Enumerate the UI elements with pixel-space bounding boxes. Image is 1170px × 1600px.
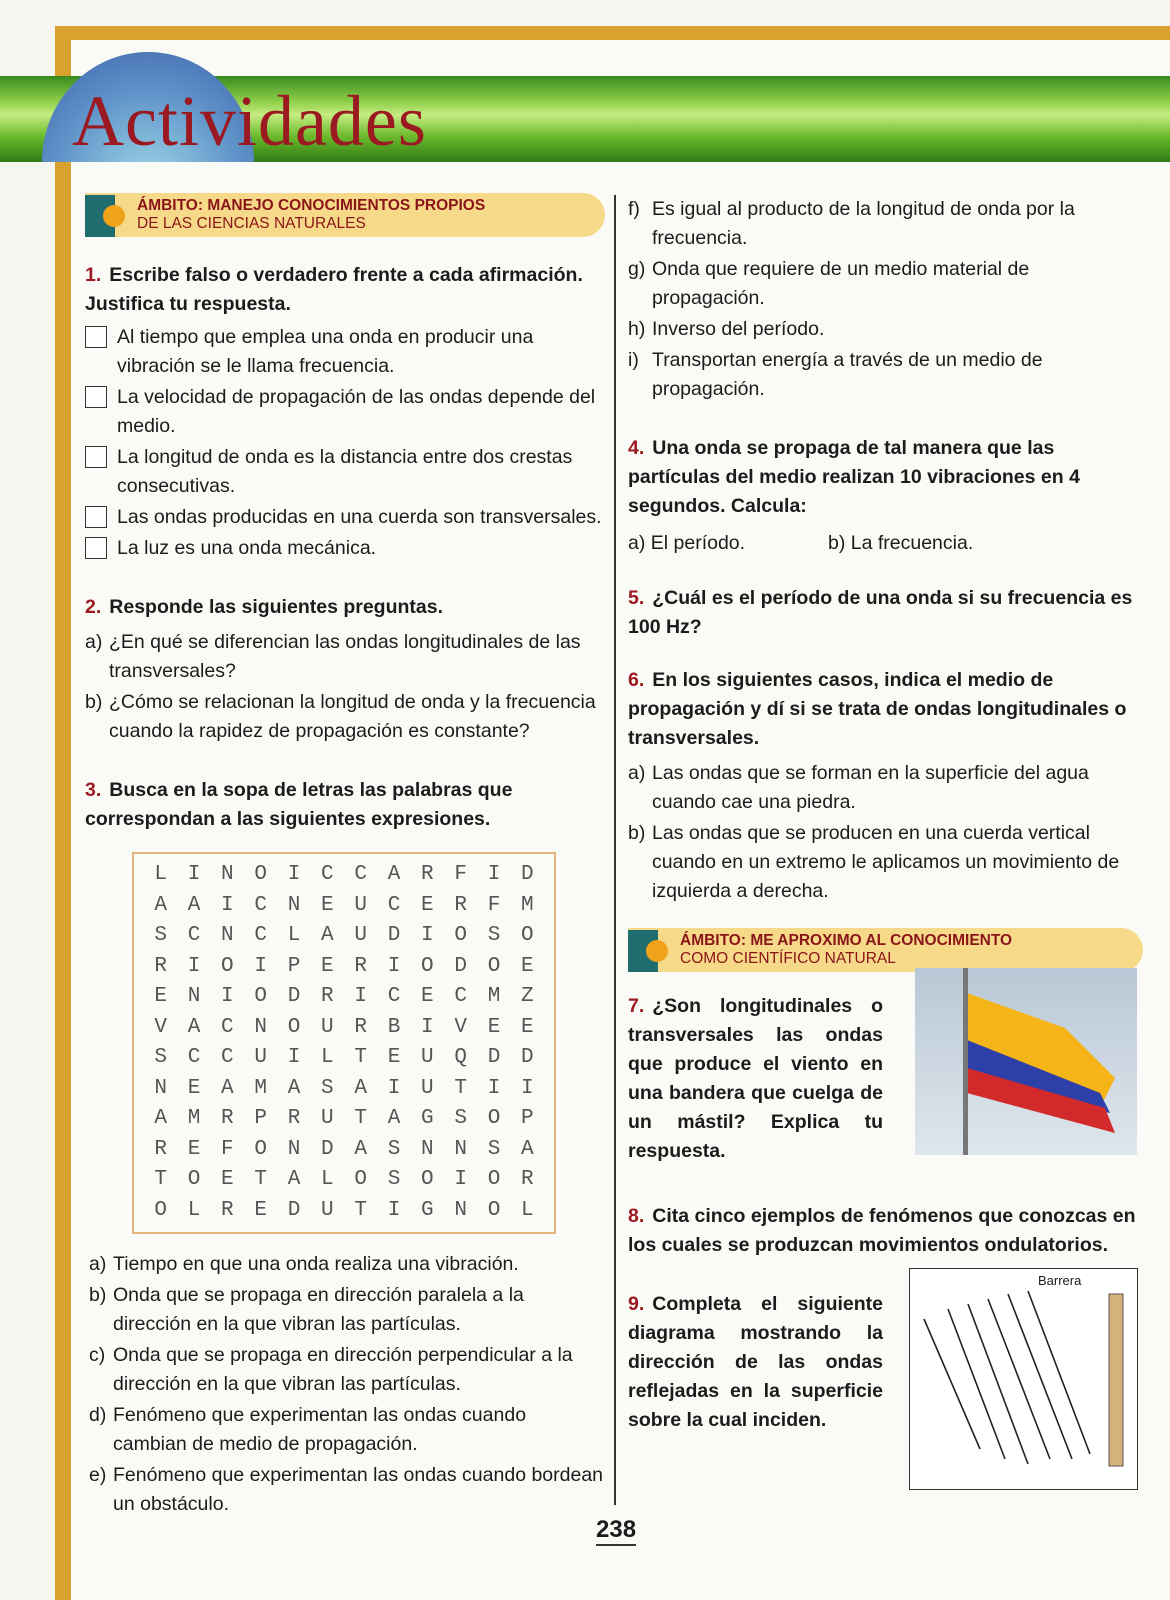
grid-letter: I	[421, 924, 434, 947]
grid-letter: C	[221, 1046, 234, 1069]
grid-letter: T	[354, 1107, 367, 1130]
grid-letter: I	[454, 1168, 467, 1191]
grid-letter: D	[521, 1046, 534, 1069]
grid-letter: D	[321, 1137, 334, 1161]
grid-letter: P	[287, 954, 301, 978]
checkbox[interactable]	[85, 446, 107, 468]
grid-letter: E	[487, 1015, 501, 1039]
grid-letter: T	[254, 1168, 267, 1191]
page-frame-top	[55, 26, 1170, 40]
ambito-banner-2	[628, 928, 1143, 972]
expression-item: f) Es igual al producto de la longitud de onda por la frecuencia.	[628, 198, 1075, 249]
true-false-item: Al tiempo que emplea una onda en producir una vibración se le llama frecuencia.	[85, 323, 605, 381]
grid-letter: R	[421, 863, 434, 886]
question-4: 4. Una onda se propaga de tal manera que las partículas del medio realizan 10 vibraciones en 4 segundos. Calcula:	[628, 437, 1080, 517]
grid-letter: Z	[521, 985, 534, 1008]
grid-letter: U	[354, 893, 367, 917]
expression-item: d) Fenómeno que experimentan las ondas cuando cambian de medio de propagación.	[89, 1404, 527, 1455]
grid-letter: T	[154, 1168, 167, 1191]
grid-letter: S	[387, 1168, 401, 1191]
grid-letter: O	[254, 1137, 267, 1161]
grid-letter: I	[387, 1198, 401, 1222]
grid-letter: A	[287, 1168, 301, 1191]
grid-letter: N	[421, 1137, 434, 1161]
grid-letter: E	[421, 985, 434, 1008]
grid-letter: I	[387, 954, 401, 978]
grid-letter: N	[287, 1137, 301, 1161]
grid-letter: I	[287, 863, 301, 886]
checkbox[interactable]	[85, 506, 107, 528]
grid-letter: Q	[454, 1046, 467, 1069]
checkbox[interactable]	[85, 386, 107, 408]
grid-letter: G	[421, 1107, 434, 1130]
expression-item: h) Inverso del período.	[628, 318, 825, 340]
grid-letter: C	[187, 1046, 201, 1069]
grid-letter: S	[154, 924, 167, 947]
grid-letter: V	[454, 1015, 467, 1039]
grid-letter: O	[221, 954, 234, 978]
grid-letter: T	[454, 1076, 467, 1100]
grid-letter: E	[187, 1076, 201, 1100]
page-title: Actividades	[72, 81, 427, 161]
grid-letter: U	[421, 1076, 434, 1100]
grid-letter: O	[487, 954, 501, 978]
grid-letter: R	[154, 1137, 167, 1161]
grid-letter: I	[187, 863, 201, 886]
grid-letter: A	[387, 863, 401, 886]
true-false-item: La luz es una onda mecánica.	[85, 534, 605, 563]
grid-letter: C	[354, 863, 367, 886]
grid-letter: O	[254, 985, 267, 1008]
barrier-label: Barrera	[1038, 1273, 1082, 1288]
grid-letter: C	[387, 985, 401, 1008]
grid-letter: N	[187, 985, 201, 1008]
grid-letter: R	[454, 893, 467, 917]
question-2-item: a) ¿En qué se diferencian las ondas longitudinales de las transversales?	[85, 631, 581, 682]
grid-letter: T	[354, 1046, 367, 1069]
grid-letter: L	[154, 863, 167, 886]
question-6-item: a) Las ondas que se forman en la superficie del agua cuando cae una piedra.	[628, 762, 1089, 813]
grid-letter: D	[521, 863, 534, 886]
reflection-diagram	[909, 1268, 1138, 1490]
ambito-title: ÁMBITO: ME APROXIMO AL CONOCIMIENTO	[680, 932, 1013, 949]
grid-letter: R	[321, 985, 334, 1008]
q4-a: a) El período.	[628, 532, 746, 554]
question-6-item: b) Las ondas que se producen en una cuerda vertical cuando en un extremo le aplicamos un movimiento de izquierda a derecha.	[628, 822, 1120, 902]
grid-letter: U	[321, 1107, 334, 1130]
grid-letter: D	[387, 924, 401, 947]
grid-letter: R	[154, 954, 167, 978]
question-3: 3. Busca en la sopa de letras las palabras que correspondan a las siguientes expresiones.	[85, 779, 513, 830]
expression-item: e) Fenómeno que experimentan las ondas cuando bordean un obstáculo.	[89, 1464, 604, 1515]
grid-letter: C	[454, 985, 467, 1008]
checkbox[interactable]	[85, 537, 107, 559]
grid-letter: A	[221, 1076, 234, 1100]
ambito-banner-1	[85, 193, 605, 237]
grid-letter: I	[254, 954, 267, 978]
grid-letter: R	[521, 1168, 534, 1191]
grid-letter: N	[221, 924, 234, 947]
grid-letter: I	[354, 985, 367, 1008]
grid-letter: E	[221, 1168, 234, 1191]
grid-letter: E	[387, 1046, 401, 1069]
grid-letter: G	[421, 1198, 434, 1222]
grid-letter: E	[321, 893, 334, 917]
grid-letter: I	[387, 1076, 401, 1100]
grid-letter: C	[254, 893, 267, 917]
grid-letter: I	[221, 985, 234, 1008]
grid-letter: D	[287, 1198, 301, 1222]
grid-letter: O	[254, 863, 267, 886]
grid-letter: O	[521, 924, 534, 947]
expression-item: b) Onda que se propaga en dirección paralela a la dirección en la que vibran las partículas.	[89, 1284, 524, 1335]
grid-letter: C	[187, 924, 201, 947]
grid-letter: R	[221, 1107, 234, 1130]
word-search-grid	[132, 852, 556, 1234]
left-column	[85, 193, 605, 1519]
true-false-item: La longitud de onda es la distancia entre dos crestas consecutivas.	[85, 443, 605, 501]
expression-item: a) Tiempo en que una onda realiza una vibración.	[89, 1253, 519, 1275]
grid-letter: M	[487, 985, 501, 1008]
grid-letter: O	[487, 1107, 501, 1130]
checkbox[interactable]	[85, 326, 107, 348]
grid-letter: M	[254, 1076, 267, 1100]
grid-letter: A	[321, 924, 334, 947]
grid-letter: O	[421, 1168, 434, 1191]
grid-letter: E	[421, 893, 434, 917]
grid-letter: A	[354, 1076, 367, 1100]
question-2-item: b) ¿Cómo se relacionan la longitud de onda y la frecuencia cuando la rapidez de propagación es constante?	[85, 691, 596, 742]
grid-letter: I	[287, 1046, 301, 1069]
grid-letter: N	[454, 1198, 467, 1222]
question-6: 6. En los siguientes casos, indica el medio de propagación y dí si se trata de ondas longitudinales o transversales.	[628, 669, 1127, 749]
grid-letter: C	[321, 863, 334, 886]
grid-letter: A	[187, 893, 201, 917]
grid-letter: S	[487, 924, 501, 947]
grid-letter: F	[221, 1137, 234, 1161]
grid-letter: N	[154, 1076, 167, 1100]
true-false-item: Las ondas producidas en una cuerda son transversales.	[85, 503, 605, 532]
grid-letter: R	[354, 1015, 367, 1039]
grid-letter: I	[187, 954, 201, 978]
grid-letter: O	[287, 1015, 301, 1039]
grid-letter: N	[287, 893, 301, 917]
grid-letter: E	[254, 1198, 267, 1222]
grid-letter: I	[521, 1076, 534, 1100]
grid-letter: C	[221, 1015, 234, 1039]
grid-letter: A	[387, 1107, 401, 1130]
grid-letter: D	[454, 954, 467, 978]
grid-letter: O	[487, 1198, 501, 1222]
grid-letter: O	[454, 924, 467, 947]
page-number: 238	[596, 1516, 636, 1546]
grid-letter: T	[354, 1198, 367, 1222]
colombian-flag-photo	[915, 968, 1137, 1155]
true-false-item: La velocidad de propagación de las ondas depende del medio.	[85, 383, 605, 441]
grid-letter: E	[187, 1137, 201, 1161]
grid-letter: U	[321, 1198, 334, 1222]
q4-b: b) La frecuencia.	[828, 532, 974, 554]
grid-letter: L	[321, 1168, 334, 1191]
grid-letter: M	[521, 893, 534, 917]
grid-letter: C	[254, 924, 267, 947]
grid-letter: F	[487, 893, 501, 917]
grid-letter: O	[421, 954, 434, 978]
grid-letter: U	[254, 1046, 267, 1069]
grid-letter: P	[521, 1107, 534, 1130]
grid-letter: E	[321, 954, 334, 978]
grid-letter: A	[187, 1015, 201, 1039]
question-7: 7. ¿Son longitudinales o transversales las ondas que produce el viento en una bandera que cuelga de un mástil? Explica tu respuesta.	[628, 995, 883, 1162]
grid-letter: P	[254, 1107, 267, 1130]
grid-letter: B	[387, 1015, 401, 1039]
grid-letter: L	[187, 1198, 201, 1222]
grid-letter: I	[221, 893, 234, 917]
question-9: 9. Completa el siguiente diagrama mostrando la dirección de las ondas reflejadas en la superficie sobre la cual inciden.	[628, 1293, 883, 1431]
ambito-subtitle: DE LAS CIENCIAS NATURALES	[137, 215, 366, 232]
question-8: 8. Cita cinco ejemplos de fenómenos que conozcas en los cuales se produzcan movimientos ondulatorios.	[628, 1205, 1136, 1256]
ambito-subtitle: COMO CIENTÍFICO NATURAL	[680, 950, 896, 967]
grid-letter: D	[287, 985, 301, 1008]
grid-letter: M	[187, 1107, 201, 1130]
grid-letter: O	[154, 1198, 167, 1222]
grid-letter: A	[154, 1107, 167, 1130]
grid-letter: F	[454, 863, 467, 886]
expression-item: i) Transportan energía a través de un medio de propagación.	[628, 349, 1043, 400]
grid-letter: U	[354, 924, 367, 947]
grid-letter: E	[521, 954, 534, 978]
grid-letter: I	[487, 1076, 501, 1100]
grid-letter: O	[187, 1168, 201, 1191]
grid-letter: U	[321, 1015, 334, 1039]
grid-letter: N	[254, 1015, 267, 1039]
grid-letter: I	[487, 863, 501, 886]
grid-letter: S	[487, 1137, 501, 1161]
grid-letter: U	[421, 1046, 434, 1069]
grid-letter: V	[154, 1015, 167, 1039]
grid-letter: R	[221, 1198, 234, 1222]
right-column	[628, 193, 1143, 1435]
expression-item: c) Onda que se propaga en dirección perpendicular a la dirección en la que vibran las partículas.	[89, 1344, 573, 1395]
grid-letter: E	[154, 985, 167, 1008]
grid-letter: E	[521, 1015, 534, 1039]
grid-letter: L	[521, 1198, 534, 1222]
ambito-title: ÁMBITO: MANEJO CONOCIMIENTOS PROPIOS	[137, 197, 486, 214]
grid-letter: C	[387, 893, 401, 917]
grid-letter: L	[321, 1046, 334, 1069]
grid-letter: R	[354, 954, 367, 978]
grid-letter: O	[354, 1168, 367, 1191]
grid-letter: S	[387, 1137, 401, 1161]
grid-letter: A	[521, 1137, 534, 1161]
grid-letter: A	[287, 1076, 301, 1100]
column-divider	[614, 195, 616, 1505]
grid-letter: I	[421, 1015, 434, 1039]
expression-item: g) Onda que requiere de un medio material de propagación.	[628, 258, 1030, 309]
grid-letter: A	[154, 893, 167, 917]
grid-letter: S	[454, 1107, 467, 1130]
grid-letter: R	[287, 1107, 301, 1130]
question-1: 1. Escribe falso o verdadero frente a cada afirmación. Justifica tu respuesta.	[85, 264, 583, 315]
grid-letter: N	[221, 863, 234, 886]
grid-letter: S	[321, 1076, 334, 1100]
grid-letter: O	[487, 1168, 501, 1191]
grid-letter: N	[454, 1137, 467, 1161]
grid-letter: S	[154, 1046, 167, 1069]
question-2: 2. Responde las siguientes preguntas.	[85, 596, 444, 618]
grid-letter: D	[487, 1046, 501, 1069]
question-5: 5. ¿Cuál es el período de una onda si su frecuencia es 100 Hz?	[628, 587, 1133, 638]
grid-letter: L	[287, 924, 301, 947]
grid-letter: A	[354, 1137, 367, 1161]
page-frame-left	[55, 26, 71, 1600]
